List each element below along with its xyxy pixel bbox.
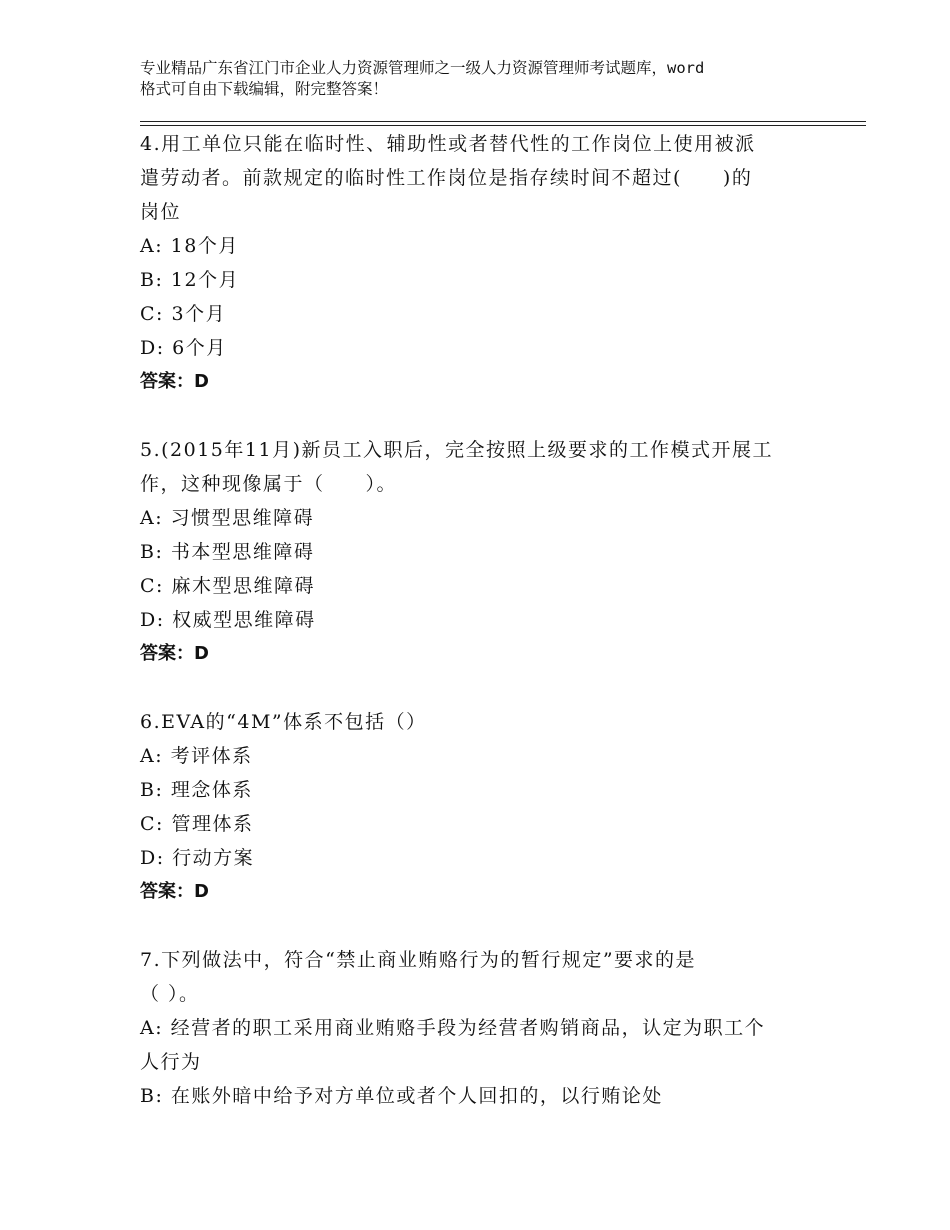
question-stem-line: 6.EVA的“4M”体系不包括（） — [140, 711, 427, 733]
option-b: B: 在账外暗中给予对方单位或者个人回扣的，以行贿论处 — [140, 1085, 663, 1107]
option-b: B: 书本型思维障碍 — [140, 541, 315, 563]
option-d: D: 行动方案 — [140, 847, 255, 869]
header-line-2: 格式可自由下载编辑，附完整答案！ — [140, 80, 389, 98]
option-c: C: 麻木型思维障碍 — [140, 575, 315, 597]
option-b: B: 理念体系 — [140, 779, 253, 801]
question-stem-line: 4.用工单位只能在临时性、辅助性或者替代性的工作岗位上使用被派 — [140, 133, 756, 155]
question-4 — [140, 127, 820, 399]
option-a: A: 考评体系 — [140, 745, 253, 767]
answer: 答案：D — [140, 371, 209, 392]
question-stem-line: 遣劳动者。前款规定的临时性工作岗位是指存续时间不超过( )的 — [140, 167, 753, 189]
question-5 — [140, 433, 820, 671]
option-d: D: 权威型思维障碍 — [140, 609, 316, 631]
question-7 — [140, 943, 820, 1113]
option-a: A: 18个月 — [140, 235, 239, 257]
header-rule-bottom — [140, 125, 866, 126]
question-stem-line: 作，这种现像属于（ ）。 — [140, 473, 398, 495]
option-a-continued: 人行为 — [140, 1051, 202, 1073]
option-c: C: 3个月 — [140, 303, 227, 325]
option-a: A: 经营者的职工采用商业贿赂手段为经营者购销商品，认定为职工个 — [140, 1017, 766, 1039]
question-6 — [140, 705, 820, 909]
option-d: D: 6个月 — [140, 337, 227, 359]
question-stem-line: 岗位 — [140, 201, 182, 223]
header-line-1: 专业精品广东省江门市企业人力资源管理师之一级人力资源管理师考试题库，word — [140, 59, 705, 77]
option-b: B: 12个月 — [140, 269, 240, 291]
document-header — [140, 58, 830, 100]
header-rule-top — [140, 121, 866, 122]
question-stem-line: （ ）。 — [140, 983, 200, 1005]
option-c: C: 管理体系 — [140, 813, 254, 835]
answer: 答案：D — [140, 881, 209, 902]
question-stem-line: 7.下列做法中，符合“禁止商业贿赂行为的暂行规定”要求的是 — [140, 949, 697, 971]
answer: 答案：D — [140, 643, 209, 664]
question-list — [140, 127, 820, 1113]
option-a: A: 习惯型思维障碍 — [140, 507, 315, 529]
question-stem-line: 5.(2015年11月)新员工入职后，完全按照上级要求的工作模式开展工 — [140, 439, 773, 461]
